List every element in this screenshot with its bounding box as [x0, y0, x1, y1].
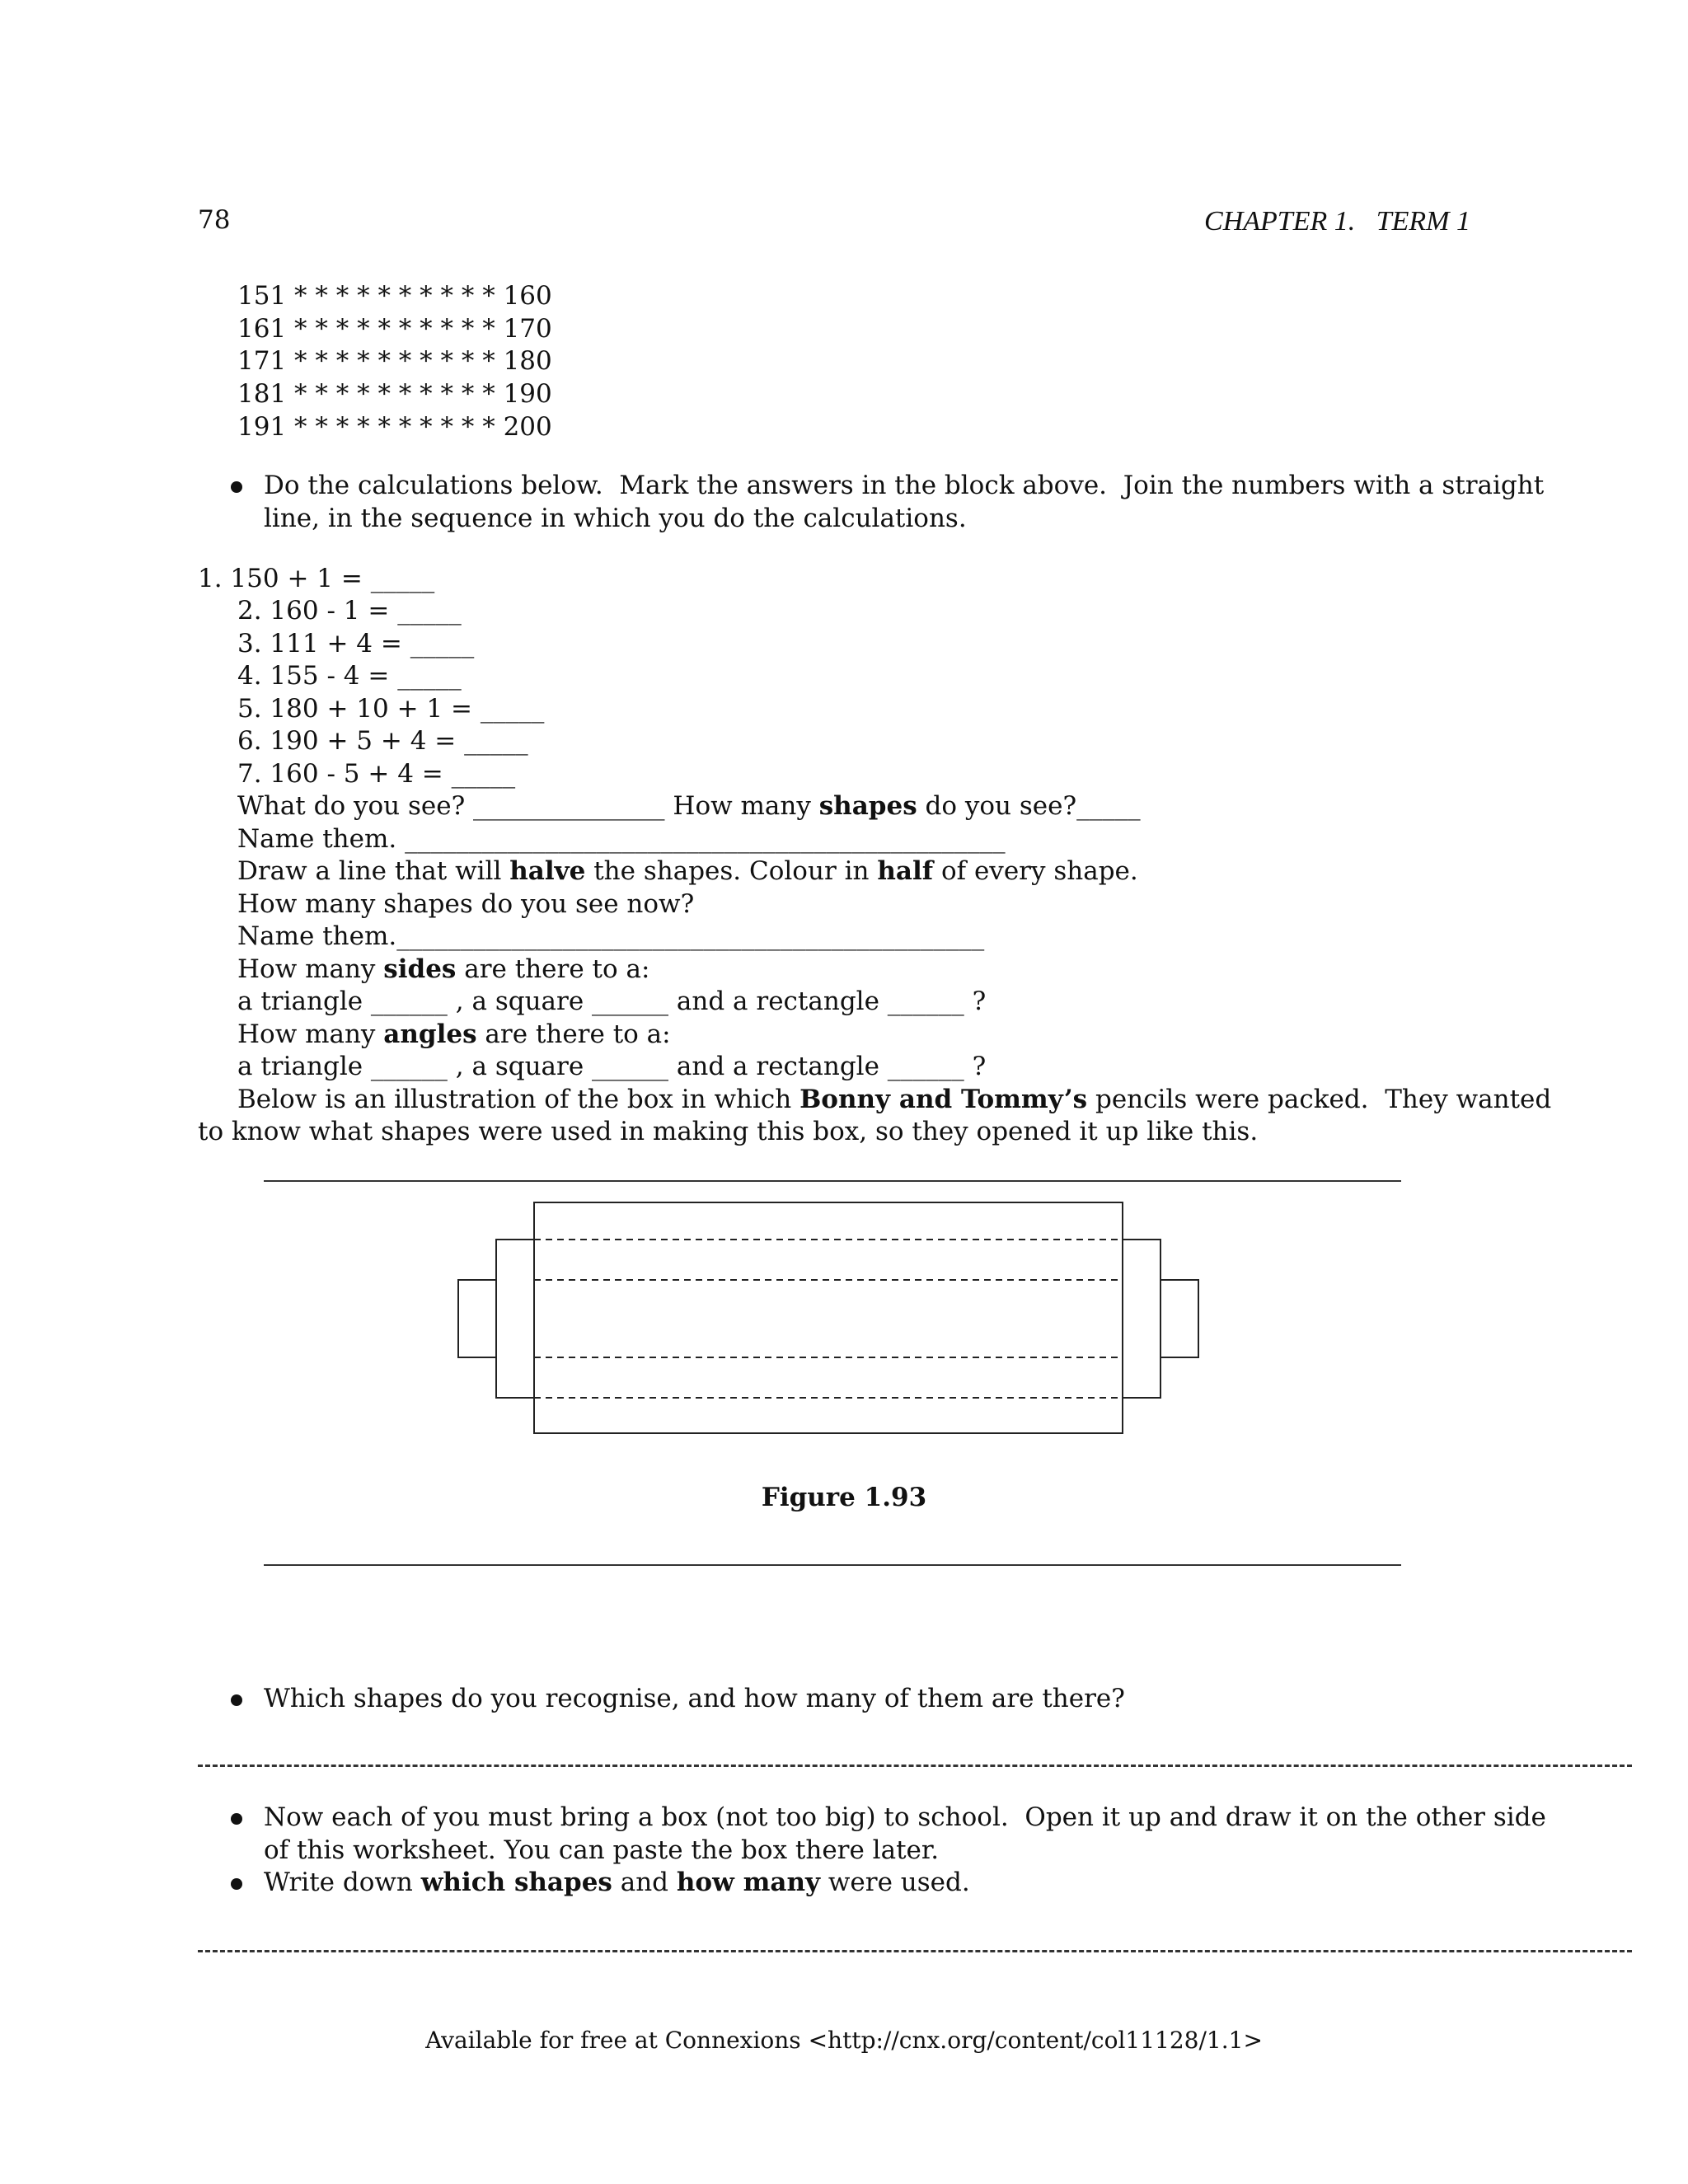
instruction-text: line, in the sequence in which you do the calculations.: [264, 504, 967, 533]
bullet-dot: [231, 1813, 242, 1825]
answer-line: [198, 1765, 1632, 1767]
instruction-text: Do the calculations below. Mark the answers in the block above. Join the numbers with a straight: [264, 471, 1545, 500]
box-net-left-flap: [496, 1240, 534, 1398]
calculation-item: 7. 160 - 5 + 4 = _____: [237, 759, 516, 789]
question-what-see: What do you see? _______________ How many shapes do you see?_____: [237, 791, 1141, 821]
box-intro: Below is an illustration of the box in which Bonny and Tommy’s pencils were packed. They wanted: [237, 1085, 1552, 1114]
footer-link-text: Available for free at Connexions <http://cnx.org/content/col11128/1.1>: [425, 2027, 1263, 2054]
chapter-heading: CHAPTER 1. TERM 1: [1204, 206, 1470, 237]
question-name-them: Name them. _______________________________________________: [237, 824, 1006, 854]
calculation-item: 5. 180 + 10 + 1 = _____: [237, 694, 545, 724]
question-shapes-now: How many shapes do you see now?: [237, 889, 695, 919]
bring-box-instruction: Now each of you must bring a box (not too big) to school. Open it up and draw it on the other side: [264, 1802, 1546, 1832]
figure-caption: Figure 1.93: [761, 1483, 927, 1512]
answer-line: [198, 1950, 1632, 1952]
box-net-left-tab: [458, 1280, 496, 1357]
page-number: 78: [198, 205, 231, 235]
calculation-item: 3. 111 + 4 = _____: [237, 629, 475, 658]
question-name-them-again: Name them.______________________________________________: [237, 921, 985, 951]
number-row: 161 * * * * * * * * * * 170: [237, 314, 552, 344]
number-row: 171 * * * * * * * * * * 180: [237, 346, 552, 376]
bullet-dot: [231, 1878, 242, 1890]
calculation-item: 4. 155 - 4 = _____: [237, 661, 462, 691]
box-net-right-tab: [1160, 1280, 1198, 1357]
number-row: 191 * * * * * * * * * * 200: [237, 412, 552, 442]
question-sides: How many sides are there to a:: [237, 954, 650, 984]
calculation-item: 2. 160 - 1 = _____: [237, 596, 462, 626]
question-sides-line: a triangle ______ , a square ______ and a rectangle ______ ?: [237, 987, 987, 1016]
number-row: 151 * * * * * * * * * * 160: [237, 281, 552, 311]
calculation-item: 1. 150 + 1 = _____: [198, 564, 435, 593]
bullet-dot: [231, 1694, 242, 1706]
recognise-question: Which shapes do you recognise, and how many of them are there?: [264, 1684, 1125, 1713]
question-halve: Draw a line that will halve the shapes. Colour in half of every shape.: [237, 856, 1138, 886]
calculation-item: 6. 190 + 5 + 4 = _____: [237, 726, 528, 756]
write-down-instruction: Write down which shapes and how many were used.: [264, 1868, 970, 1897]
box-intro-cont: to know what shapes were used in making this box, so they opened it up like this.: [198, 1117, 1259, 1146]
box-net-right-flap: [1123, 1240, 1160, 1398]
number-row: 181 * * * * * * * * * * 190: [237, 379, 552, 409]
question-angles-line: a triangle ______ , a square ______ and a rectangle ______ ?: [237, 1052, 987, 1081]
question-angles: How many angles are there to a:: [237, 1019, 671, 1049]
figure-bottom-rule: [264, 1564, 1401, 1566]
bring-box-instruction-cont: of this worksheet. You can paste the box there later.: [264, 1835, 940, 1865]
